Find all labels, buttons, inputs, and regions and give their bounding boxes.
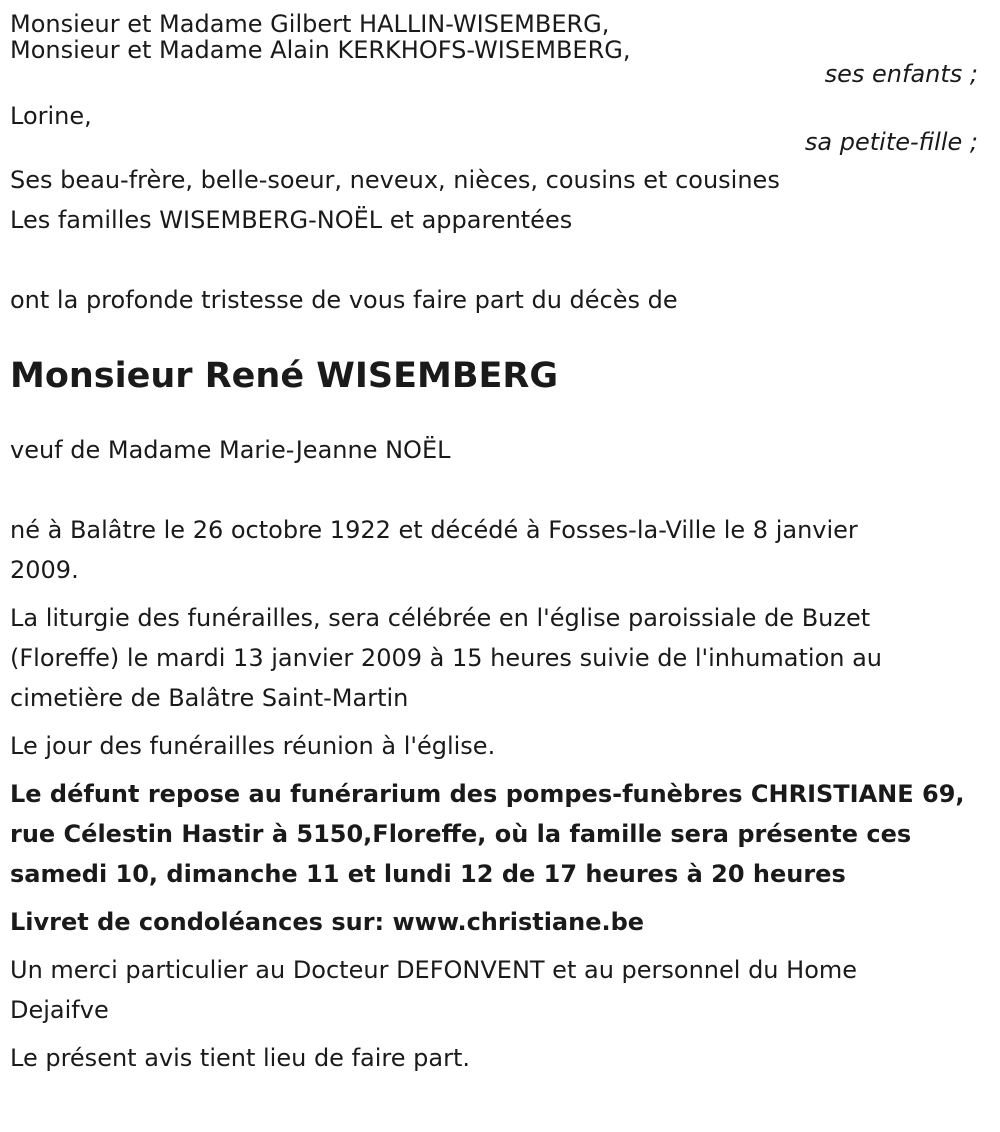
liturgy-paragraph (10, 598, 990, 718)
relatives-line-2: Les familles WISEMBERG-NOËL et apparentées (10, 206, 573, 234)
liturgy-line-1: La liturgie des funérailles, sera célébrée en l'église paroissiale de Buzet (10, 604, 871, 632)
children-line-2: Monsieur et Madame Alain KERKHOFS-WISEMBERG, (10, 36, 631, 64)
birth-death-line-1: né à Balâtre le 26 octobre 1922 et décédé à Fosses-la-Ville le 8 janvier (10, 516, 858, 544)
repose-line-3: samedi 10, dimanche 11 et lundi 12 de 17 heures à 20 heures (10, 860, 846, 888)
thanks-paragraph (10, 950, 990, 1030)
birth-death-line-2: 2009. (10, 556, 79, 584)
meeting-text: Le jour des funérailles réunion à l'église. (10, 732, 496, 760)
relatives-line-1: Ses beau-frère, belle-soeur, neveux, nièces, cousins et cousines (10, 166, 780, 194)
family-section (10, 0, 990, 240)
repose-paragraph (10, 774, 990, 894)
condolences-text: Livret de condoléances sur: www.christiane.be (10, 908, 645, 936)
closing-text: Le présent avis tient lieu de faire part. (10, 1044, 470, 1072)
liturgy-line-3: cimetière de Balâtre Saint-Martin (10, 684, 409, 712)
deceased-name: Monsieur René WISEMBERG (10, 356, 559, 396)
granddaughter-label: sa petite-fille ; (804, 128, 978, 156)
thanks-line-2: Dejaifve (10, 996, 109, 1024)
children-line-1: Monsieur et Madame Gilbert HALLIN-WISEMBERG, (10, 10, 610, 38)
birth-death-paragraph (10, 510, 990, 590)
granddaughter-name: Lorine, (10, 102, 92, 130)
thanks-line-1: Un merci particulier au Docteur DEFONVENT et au personnel du Home (10, 956, 858, 984)
liturgy-line-2: (Floreffe) le mardi 13 janvier 2009 à 15 heures suivie de l'inhumation au (10, 644, 883, 672)
announcement-text: ont la profonde tristesse de vous faire part du décès de (10, 286, 678, 314)
children-label: ses enfants ; (824, 60, 978, 88)
repose-line-2: rue Célestin Hastir à 5150,Floreffe, où la famille sera présente ces (10, 820, 912, 848)
widower-of: veuf de Madame Marie-Jeanne NOËL (10, 436, 451, 464)
repose-line-1: Le défunt repose au funérarium des pompes-funèbres CHRISTIANE 69, (10, 780, 965, 808)
